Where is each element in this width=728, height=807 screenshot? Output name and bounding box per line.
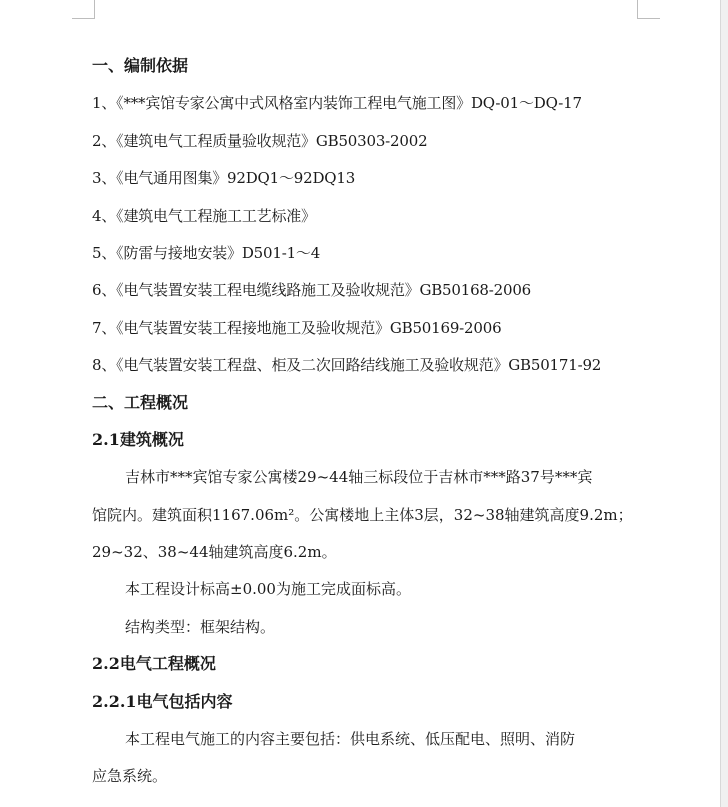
reference-item: 7、《电气装置安装工程接地施工及验收规范》GB50169-2006 bbox=[92, 318, 502, 337]
reference-item: 5、《防雷与接地安装》D501-1～4 bbox=[92, 243, 321, 262]
paragraph-line: 29~32、38~44轴建筑高度6.2m。 bbox=[92, 543, 337, 562]
subsection-heading-building: 2.1建筑概况 bbox=[92, 429, 184, 449]
paragraph-line: 吉林市***宾馆专家公寓楼29~44轴三标段位于吉林市***路37号***宾 bbox=[125, 468, 593, 487]
paragraph-elevation: 本工程设计标高±0.00为施工完成面标高。 bbox=[125, 580, 411, 599]
paragraph-line: 馆院内。建筑面积1167.06m²。公寓楼地上主体3层，32~38轴建筑高度9.2m； bbox=[92, 505, 633, 524]
section-heading-overview: 二、工程概况 bbox=[92, 392, 189, 412]
subsubsection-heading-contents: 2.2.1电气包括内容 bbox=[92, 691, 233, 711]
subsection-heading-electrical: 2.2电气工程概况 bbox=[92, 654, 216, 674]
reference-item: 2、《建筑电气工程质量验收规范》GB50303-2002 bbox=[92, 131, 428, 150]
section-heading-basis: 一、编制依据 bbox=[92, 56, 189, 75]
reference-item: 8、《电气装置安装工程盘、柜及二次回路结线施工及验收规范》GB50171-92 bbox=[92, 356, 602, 375]
paragraph-line: 应急系统。 bbox=[92, 767, 168, 786]
reference-item: 1、《***宾馆专家公寓中式风格室内装饰工程电气施工图》DQ-01～DQ-17 bbox=[92, 94, 582, 113]
reference-item: 3、《电气通用图集》92DQ1～92DQ13 bbox=[92, 169, 356, 188]
paragraph-structure: 结构类型：框架结构。 bbox=[125, 617, 276, 636]
margin-corner-mark-left bbox=[72, 0, 95, 19]
reference-item: 6、《电气装置安装工程电缆线路施工及验收规范》GB50168-2006 bbox=[92, 281, 532, 300]
reference-item: 4、《建筑电气工程施工工艺标准》 bbox=[92, 206, 316, 225]
paragraph-line: 本工程电气施工的内容主要包括：供电系统、低压配电、照明、消防 bbox=[125, 730, 576, 749]
document-body bbox=[92, 50, 652, 798]
margin-corner-mark-right bbox=[637, 0, 660, 19]
